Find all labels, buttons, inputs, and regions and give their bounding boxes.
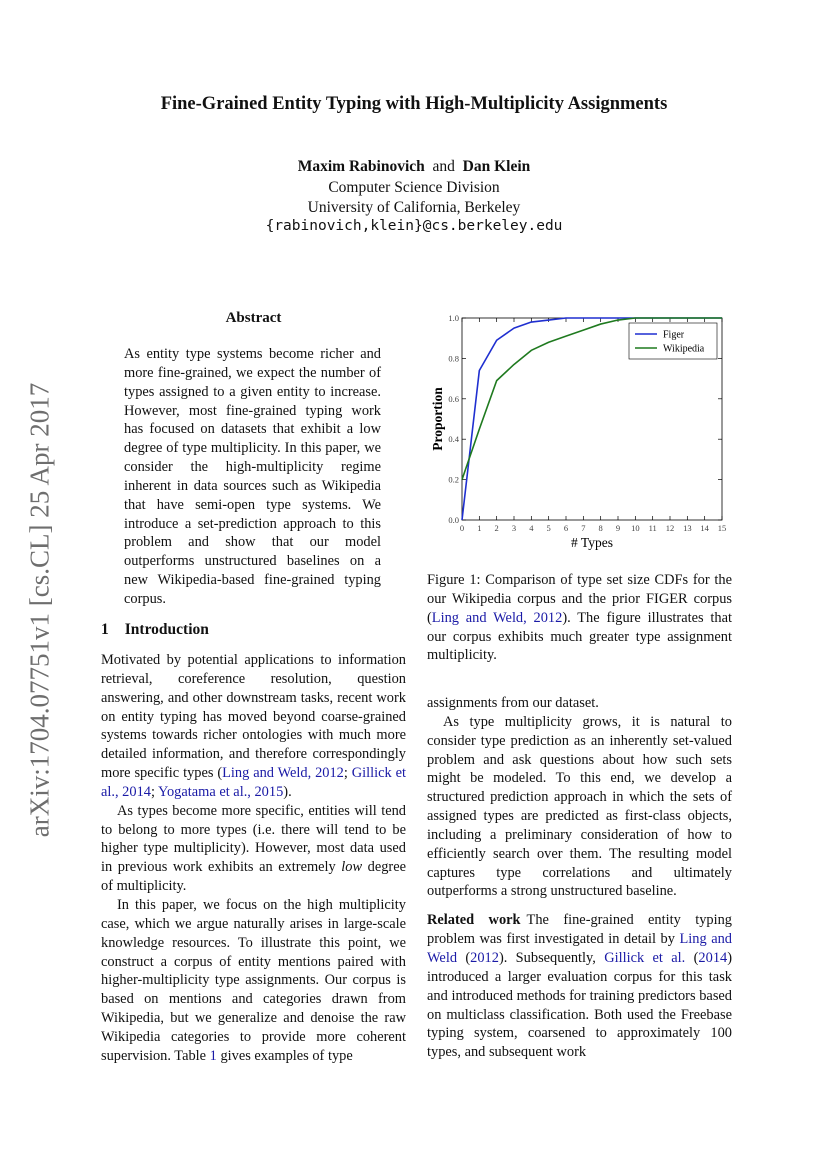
x-tick-label: 8 xyxy=(598,523,603,533)
x-tick-label: 7 xyxy=(581,523,586,533)
citation-link[interactable]: 2012 xyxy=(470,949,499,966)
citation-link[interactable]: Ling and Weld, 2012 xyxy=(222,765,344,782)
table-reference-link[interactable]: 1 xyxy=(209,1047,217,1064)
text: As types become more specific, entities will tend to belong to more types (i.e. there will tend to be higher type multiplicity). However, most data used in previous work exhibits an extremely xyxy=(101,802,406,876)
text: ). Subsequently, xyxy=(498,949,605,966)
text: corpus ( xyxy=(427,590,732,626)
y-tick-label: 0.0 xyxy=(448,515,459,525)
caption-text xyxy=(427,571,732,665)
citation-link[interactable]: Ling and Weld xyxy=(427,931,732,966)
x-tick-label: 0 xyxy=(459,523,465,533)
figure-caption xyxy=(427,571,732,665)
paragraph: As type multiplicity grows, it is natural to consider type prediction as an inherently set-valued problem and ask questions about how such sets might be modeled. To this end, we develop a structured prediction approach in which the sets of assigned types are predicted as first-class objects, including a preliminary consideration of how to efficiently search over them. The resulting model captures type correlations and ultimately outperforms a strong unstructured baseline. xyxy=(427,713,732,900)
x-axis-label: # Types xyxy=(571,535,613,550)
x-tick-label: 10 xyxy=(631,523,640,533)
y-tick-label: 0.8 xyxy=(448,353,459,364)
text: ) introduced a larger evaluation corpus for this task and introduced methods for training predictors based on multiclass classification. Both used the Freebase typing system, coarsened to approximately 100 types, and subsequent work xyxy=(427,949,732,1061)
paragraph xyxy=(101,802,406,896)
paragraph xyxy=(101,651,406,802)
x-tick-label: 2 xyxy=(494,523,499,533)
author-email: {rabinovich,klein}@cs.berkeley.edu xyxy=(265,218,563,234)
x-tick-label: 6 xyxy=(563,523,569,533)
section-number: 1 xyxy=(101,621,109,638)
section-heading xyxy=(101,621,209,639)
run-in-heading: Related work xyxy=(427,912,521,929)
small-caps-text: IGER xyxy=(654,590,688,607)
citation-link[interactable]: 2014 xyxy=(698,949,728,966)
author-conjunction: and xyxy=(432,158,455,175)
x-tick-label: 4 xyxy=(529,523,534,533)
x-tick-label: 9 xyxy=(615,523,621,533)
arxiv-stamp-text: arXiv:1704.07751v1 [cs.CL] 25 Apr 2017 xyxy=(24,382,55,838)
text: ( xyxy=(685,949,699,966)
author-name: Maxim Rabinovich xyxy=(297,158,425,175)
citation-link[interactable]: Gillick et al., 2014 xyxy=(101,765,406,800)
affiliation-department: Computer Science Division xyxy=(328,179,500,196)
abstract-heading: Abstract xyxy=(225,310,282,326)
paragraph: assignments from our dataset. xyxy=(427,695,599,711)
y-tick-label: 0.4 xyxy=(448,434,459,445)
author-line xyxy=(0,158,828,176)
abstract-text: As entity type systems become richer and more fine-grained, we expect the number of types assigned to a given entity to increase. However, most fine-grained typing work has focused on datasets that exhibit a low degree of type multiplicity. In this paper, we consider the high-multiplicity regime inherent in data sources such as Wikipedia that have semi-open type systems. We introduce a set-prediction approach to this problem and show that our model outperforms unstructured baselines on a new Wikipedia-based fine-grained typing corpus. xyxy=(124,346,381,607)
x-tick-label: 3 xyxy=(511,523,517,533)
paragraph xyxy=(427,911,732,1062)
text: ). xyxy=(283,783,292,800)
emphasis: low xyxy=(341,859,363,876)
paper-title: Fine-Grained Entity Typing with High-Multiplicity Assignments xyxy=(160,94,668,114)
citation-link[interactable]: Yogatama et al., 2015 xyxy=(158,783,284,800)
cdf-chart xyxy=(427,310,732,560)
text: ; xyxy=(343,765,352,782)
affiliation-university: University of California, Berkeley xyxy=(307,199,521,216)
right-column-body xyxy=(427,694,732,1062)
text: In this paper, we focus on the high multiplicity case, which we argue naturally arises in large-scale knowledge resources. To illustrate this point, we construct a corpus of entity mentions paired with higher-multiplicity type assignments. Our corpus is based on mentions and categories drawn from Wikipedia, but we generalize and denoise the raw Wikipedia categories to provide more coherent supervision. Table xyxy=(101,896,406,1064)
legend-label: Wikipedia xyxy=(663,343,705,355)
x-tick-label: 1 xyxy=(477,523,482,533)
legend-label: Figer xyxy=(663,329,685,341)
x-tick-label: 13 xyxy=(683,523,692,533)
citation-link[interactable]: Gillick et al. xyxy=(604,949,686,966)
abstract-body xyxy=(124,345,381,609)
author-name: Dan Klein xyxy=(462,158,531,175)
text: degree of multiplicity. xyxy=(101,859,406,895)
y-tick-label: 0.6 xyxy=(448,393,459,404)
citation-link[interactable]: Ling and Weld, 2012 xyxy=(431,609,563,626)
x-tick-label: 11 xyxy=(648,523,657,533)
text: ). The figure illustrates that our corpus exhibits much greater type assignment multiplicity. xyxy=(427,609,732,664)
x-tick-label: 5 xyxy=(546,523,551,533)
text: Figure 1: Comparison of type set size CDFs for the our Wikipedia corpus and the prior F xyxy=(427,572,732,607)
y-tick-label: 0.2 xyxy=(448,474,459,485)
text: ( xyxy=(457,949,471,966)
figure-1-chart xyxy=(427,310,732,560)
paragraph xyxy=(101,896,406,1066)
intro-body xyxy=(101,651,406,1066)
section-title: Introduction xyxy=(124,621,209,638)
text: gives examples of type xyxy=(216,1047,353,1064)
text: Motivated by potential applications to information retrieval, coreference resolution, question answering, and other downstream tasks, recent work on entity typing has moved beyond coarse-grained systems towards richer ontologies with much more detailed information, and therefore correspondingly more specific types ( xyxy=(101,652,406,782)
y-tick-label: 1.0 xyxy=(448,313,459,323)
text: The fine-grained entity typing problem was first investigated in detail by xyxy=(427,912,732,948)
x-tick-label: 12 xyxy=(665,523,675,533)
text: ; xyxy=(150,783,159,800)
arxiv-stamp xyxy=(20,365,60,855)
x-tick-label: 15 xyxy=(717,523,727,533)
x-tick-label: 14 xyxy=(700,523,709,533)
y-axis-label: Proportion xyxy=(430,387,445,451)
